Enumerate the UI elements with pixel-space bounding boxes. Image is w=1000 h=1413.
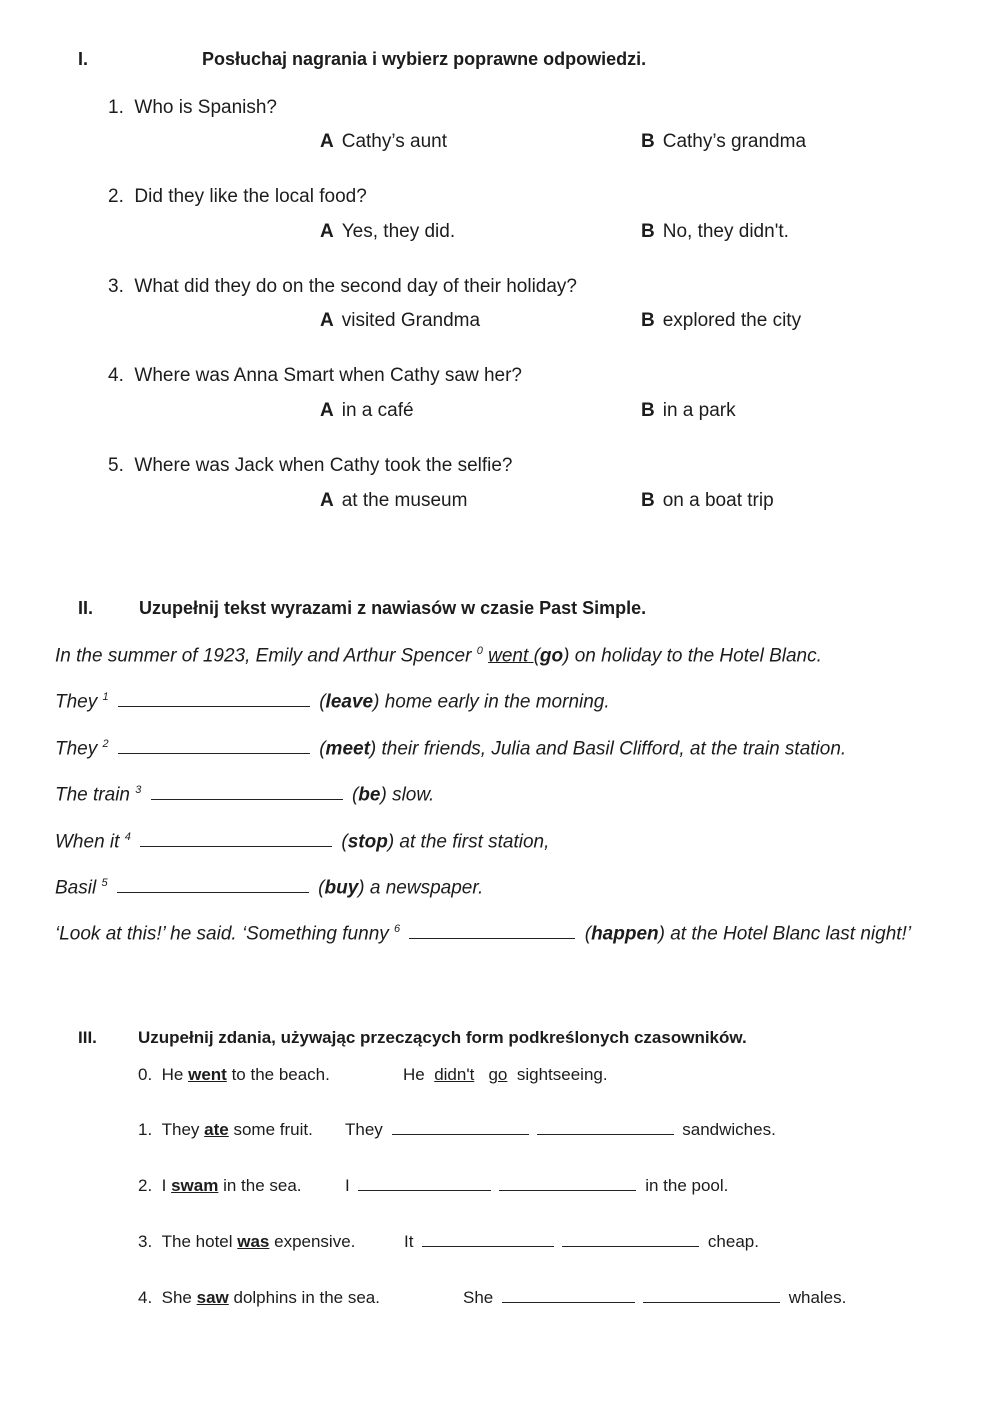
option-b[interactable]: B Cathy’s grandma (641, 131, 807, 152)
option-b[interactable]: B in a park (641, 400, 736, 421)
question-text: Where was Jack when Cathy took the selfie? (134, 455, 513, 476)
sentence-4-answer: She whales. (463, 1288, 847, 1307)
question-text: Did they like the local food? (134, 186, 367, 207)
option-a[interactable]: A Cathy’s aunt (320, 131, 448, 152)
question-2 (108, 186, 367, 208)
question-text: Who is Spanish? (134, 97, 277, 118)
option-a[interactable]: A visited Grandma (320, 310, 481, 331)
question-number: 4. (108, 365, 124, 386)
sentence-0-answer: He didn't go sightseeing. (403, 1065, 608, 1084)
option-a[interactable]: A Yes, they did. (320, 221, 456, 242)
answer-blank[interactable] (118, 752, 310, 754)
answer-blank[interactable] (562, 1245, 699, 1247)
section-3-number: III. (78, 1028, 97, 1047)
question-number: 2. (108, 186, 124, 207)
answer-blank[interactable] (502, 1301, 635, 1303)
text-line-4: When it $^4$ (stop) at the first station, (55, 831, 550, 853)
text-line-0: In the summer of 1923, Emily and Arthur Spencer $^0$ went (go) on holiday to the Hotel Blanc. (55, 645, 822, 667)
answer-blank[interactable] (409, 937, 575, 939)
answer-blank[interactable] (643, 1301, 780, 1303)
question-text: What did they do on the second day of their holiday? (134, 276, 577, 297)
question-number: 5. (108, 455, 124, 476)
option-b[interactable]: B explored the city (641, 310, 802, 331)
answer-blank[interactable] (537, 1133, 674, 1135)
question-4 (108, 365, 522, 387)
option-a[interactable]: A in a café (320, 400, 414, 421)
question-3 (108, 276, 577, 298)
section-1-number: I. (78, 49, 89, 69)
question-1 (108, 97, 277, 119)
answer-blank[interactable] (118, 705, 310, 707)
option-b[interactable]: B on a boat trip (641, 490, 774, 511)
sentence-3-answer: It cheap. (404, 1232, 759, 1251)
section-2-number: II. (78, 598, 94, 618)
sentence-0: 0. He went to the beach. (138, 1065, 330, 1084)
section-1-title: Posłuchaj nagrania i wybierz poprawne odpowiedzi. (202, 49, 647, 69)
text-line-1: They $^1$ (leave) home early in the morning. (55, 691, 610, 713)
sentence-2: 2. I swam in the sea. (138, 1176, 302, 1195)
question-number: 3. (108, 276, 124, 297)
text-line-5: Basil $^5$ (buy) a newspaper. (55, 877, 484, 899)
answer-blank[interactable] (392, 1133, 529, 1135)
answer-blank[interactable] (140, 845, 332, 847)
text-line-3: The train $^3$ (be) slow. (55, 784, 435, 806)
example-answer-1: didn't (434, 1065, 475, 1084)
example-answer: went (488, 645, 534, 667)
question-text: Where was Anna Smart when Cathy saw her? (134, 365, 522, 386)
option-b[interactable]: B No, they didn't. (641, 221, 789, 242)
answer-blank[interactable] (499, 1189, 636, 1191)
example-answer-2: go (488, 1065, 508, 1084)
section-3-title: Uzupełnij zdania, używając przeczących form podkreślonych czasowników. (138, 1028, 747, 1047)
sentence-1-answer: They sandwiches. (345, 1120, 776, 1139)
answer-blank[interactable] (422, 1245, 554, 1247)
question-number: 1. (108, 97, 124, 118)
text-line-2: They $^2$ (meet) their friends, Julia and Basil Clifford, at the train station. (55, 738, 847, 760)
section-2-title: Uzupełnij tekst wyrazami z nawiasów w czasie Past Simple. (139, 598, 647, 618)
question-5 (108, 455, 513, 477)
text-line-6: ‘Look at this!’ he said. ‘Something funny $^6$ (happen) at the Hotel Blanc last night!’ (55, 923, 912, 945)
sentence-1: 1. They ate some fruit. (138, 1120, 313, 1139)
sentence-3: 3. The hotel was expensive. (138, 1232, 356, 1251)
answer-blank[interactable] (151, 798, 343, 800)
answer-blank[interactable] (117, 891, 309, 893)
answer-blank[interactable] (358, 1189, 491, 1191)
option-a[interactable]: A at the museum (320, 490, 468, 511)
sentence-4: 4. She saw dolphins in the sea. (138, 1288, 380, 1307)
sentence-2-answer: I in the pool. (345, 1176, 729, 1195)
